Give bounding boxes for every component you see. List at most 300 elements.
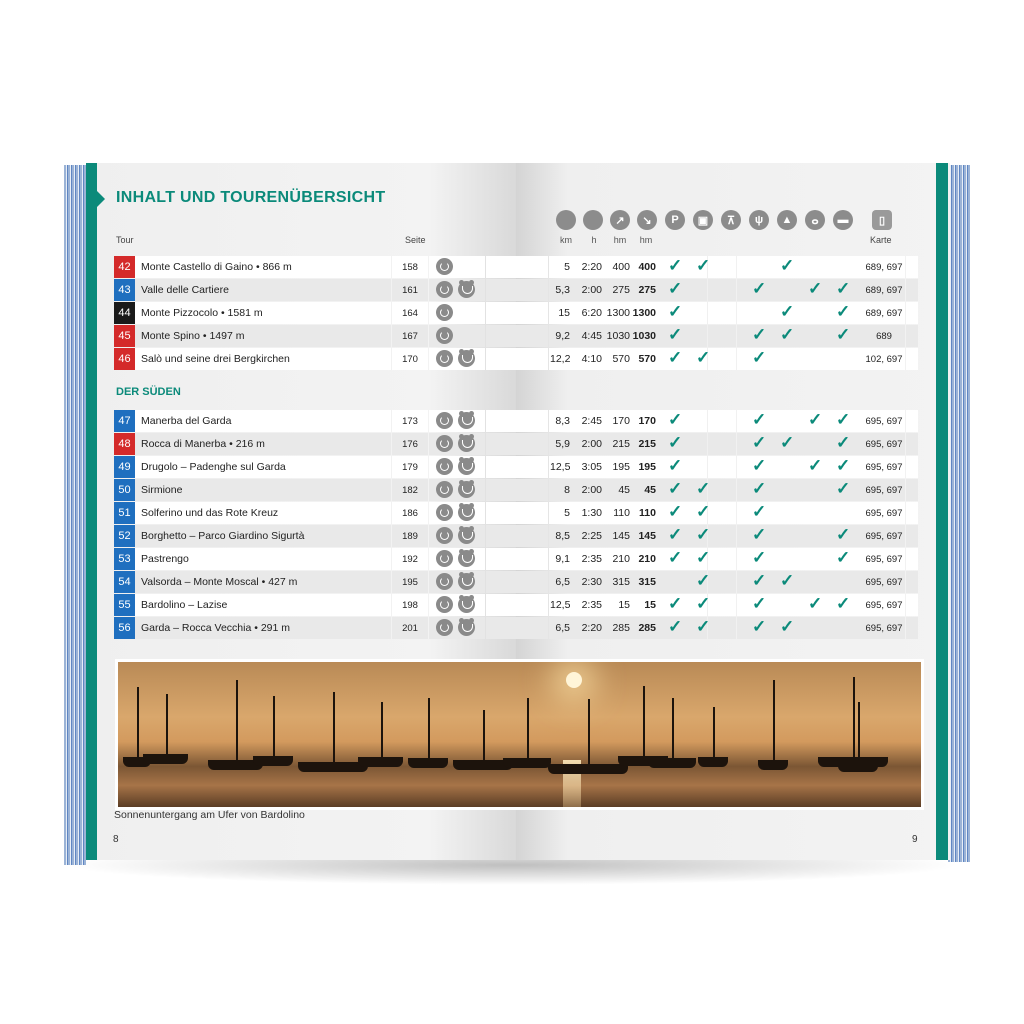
table-cell xyxy=(486,479,548,501)
signpost-icon xyxy=(556,210,576,230)
tour-number-badge: 54 xyxy=(114,571,135,593)
duration-h: 2:25 xyxy=(581,530,602,542)
distance-km: 9,1 xyxy=(555,553,570,565)
table-cell xyxy=(793,571,821,593)
table-cell xyxy=(793,325,821,347)
tour-row xyxy=(114,456,918,478)
tour-name: Bardolino – Lazise xyxy=(141,599,228,611)
page-number-left: 8 xyxy=(113,834,119,845)
check-icon: ✓ xyxy=(836,410,851,429)
difficulty-icon xyxy=(436,619,453,636)
check-icon: ✓ xyxy=(780,256,795,275)
cable-car-icon: ⊼ xyxy=(721,210,741,230)
kids-suitable-icon xyxy=(458,350,475,367)
check-icon: ✓ xyxy=(752,410,767,429)
duration-h: 6:20 xyxy=(581,307,602,319)
section-heading-sueden: DER SÜDEN xyxy=(116,386,181,398)
distance-km: 15 xyxy=(558,307,570,319)
kids-suitable-icon xyxy=(458,573,475,590)
difficulty-icon xyxy=(436,596,453,613)
table-cell xyxy=(486,433,548,455)
sailboat-mast xyxy=(858,702,860,762)
check-icon: ✓ xyxy=(836,302,851,321)
table-cell xyxy=(793,617,821,639)
tour-number-badge: 45 xyxy=(114,325,135,347)
tour-number-badge: 53 xyxy=(114,548,135,570)
difficulty-icon xyxy=(436,350,453,367)
check-icon: ✓ xyxy=(668,279,683,298)
table-cell xyxy=(708,502,736,524)
sailboat-mast xyxy=(643,686,645,756)
kids-suitable-icon xyxy=(458,596,475,613)
distance-km: 8,5 xyxy=(555,530,570,542)
table-cell xyxy=(708,433,736,455)
difficulty-icon xyxy=(436,573,453,590)
tour-number-badge: 55 xyxy=(114,594,135,616)
map-reference: 695, 697 xyxy=(865,485,903,496)
tour-row xyxy=(114,479,918,501)
distance-km: 5,3 xyxy=(555,284,570,296)
map-reference: 695, 697 xyxy=(865,554,903,565)
table-cell xyxy=(793,256,821,278)
tour-number-badge: 44 xyxy=(114,302,135,324)
check-icon: ✓ xyxy=(836,525,851,544)
table-cell xyxy=(708,348,736,370)
table-cell xyxy=(708,617,736,639)
page-number-right: 9 xyxy=(912,834,918,845)
table-cell xyxy=(708,279,736,301)
map-reference: 689 xyxy=(876,331,892,342)
check-icon: ✓ xyxy=(696,571,711,590)
tour-name: Valle delle Cartiere xyxy=(141,284,229,296)
check-icon: ✓ xyxy=(752,548,767,567)
table-cell xyxy=(708,548,736,570)
duration-h: 2:00 xyxy=(581,484,602,496)
tour-name: Pastrengo xyxy=(141,553,189,565)
check-icon: ✓ xyxy=(808,594,823,613)
duration-h: 2:20 xyxy=(581,622,602,634)
table-cell xyxy=(765,410,793,432)
check-icon: ✓ xyxy=(752,571,767,590)
check-icon: ✓ xyxy=(668,617,683,636)
table-cell xyxy=(765,348,793,370)
ascent-hm: 170 xyxy=(612,415,630,427)
ascent-hm: 1300 xyxy=(606,307,630,319)
tour-page: 170 xyxy=(402,354,418,365)
map-reference: 689, 697 xyxy=(865,285,903,296)
sailboat-mast xyxy=(166,694,168,754)
tour-row xyxy=(114,256,918,278)
check-icon: ✓ xyxy=(752,348,767,367)
descent-hm: 170 xyxy=(638,415,656,427)
tour-page: 195 xyxy=(402,577,418,588)
table-cell xyxy=(708,525,736,547)
table-cell xyxy=(486,456,548,478)
check-icon: ✓ xyxy=(752,325,767,344)
check-icon: ✓ xyxy=(668,302,683,321)
duration-h: 4:10 xyxy=(581,353,602,365)
descent-hm: 285 xyxy=(638,622,656,634)
table-cell xyxy=(765,548,793,570)
duration-h: 2:30 xyxy=(581,576,602,588)
difficulty-icon xyxy=(436,527,453,544)
ascent-hm: 275 xyxy=(612,284,630,296)
descent-hm: 195 xyxy=(638,461,656,473)
sailboat-hull xyxy=(503,758,551,768)
check-icon: ✓ xyxy=(696,525,711,544)
distance-km: 12,5 xyxy=(550,461,571,473)
distance-km: 8,3 xyxy=(555,415,570,427)
check-icon: ✓ xyxy=(836,456,851,475)
parking-icon: P xyxy=(665,210,685,230)
check-icon: ✓ xyxy=(668,256,683,275)
ascent-icon: ↗ xyxy=(610,210,630,230)
tour-number-badge: 42 xyxy=(114,256,135,278)
page-edges-left xyxy=(64,165,86,865)
table-cell xyxy=(708,456,736,478)
table-cell xyxy=(486,594,548,616)
table-cell xyxy=(486,502,548,524)
right-accent-stripe xyxy=(936,163,948,860)
descent-hm: 210 xyxy=(638,553,656,565)
tour-page: 182 xyxy=(402,485,418,496)
table-cell xyxy=(765,479,793,501)
check-icon: ✓ xyxy=(668,594,683,613)
sailboat-hull xyxy=(143,754,188,764)
sailboat-mast xyxy=(333,692,335,762)
tour-column-label: Tour xyxy=(116,235,134,245)
check-icon: ✓ xyxy=(780,571,795,590)
seite-column-label: Seite xyxy=(405,235,426,245)
table-cell xyxy=(486,325,548,347)
descent-hm: 110 xyxy=(639,507,656,519)
sun xyxy=(566,672,582,688)
map-reference: 695, 697 xyxy=(865,462,903,473)
map-reference: 695, 697 xyxy=(865,508,903,519)
descent-hm: 15 xyxy=(644,599,656,611)
duration-h: 2:35 xyxy=(581,599,602,611)
tour-page: 198 xyxy=(402,600,418,611)
duration-h: 2:20 xyxy=(581,261,602,273)
check-icon: ✓ xyxy=(752,525,767,544)
check-icon: ✓ xyxy=(836,479,851,498)
lodging-icon: ▬ xyxy=(833,210,853,230)
photo-caption: Sonnenuntergang am Ufer von Bardolino xyxy=(114,809,305,821)
duration-h: 2:00 xyxy=(581,438,602,450)
sailboat-hull xyxy=(698,757,728,767)
tour-number-badge: 48 xyxy=(114,433,135,455)
sailboat-mast xyxy=(713,707,715,757)
tour-page: 189 xyxy=(402,531,418,542)
tour-name: Sirmione xyxy=(141,484,183,496)
table-cell xyxy=(486,525,548,547)
difficulty-icon xyxy=(436,327,453,344)
check-icon: ✓ xyxy=(780,302,795,321)
difficulty-icon xyxy=(436,550,453,567)
check-icon: ✓ xyxy=(836,548,851,567)
table-cell xyxy=(486,571,548,593)
tour-number-badge: 46 xyxy=(114,348,135,370)
table-cell xyxy=(793,433,821,455)
difficulty-icon xyxy=(436,458,453,475)
duration-h: 2:00 xyxy=(581,284,602,296)
kids-suitable-icon xyxy=(458,281,475,298)
tour-page: 176 xyxy=(402,439,418,450)
distance-km: 5,9 xyxy=(555,438,570,450)
table-cell xyxy=(793,525,821,547)
table-cell xyxy=(708,571,736,593)
table-cell xyxy=(793,302,821,324)
distance-km: 8 xyxy=(564,484,570,496)
check-icon: ✓ xyxy=(808,279,823,298)
sailboat-hull xyxy=(838,762,878,772)
table-cell xyxy=(765,525,793,547)
tour-name: Monte Pizzocolo • 1581 m xyxy=(141,307,263,319)
table-cell xyxy=(821,571,849,593)
tour-row xyxy=(114,548,918,570)
ascent-hm: 215 xyxy=(612,438,630,450)
kids-suitable-icon xyxy=(458,435,475,452)
sailboat-mast xyxy=(381,702,383,757)
check-icon: ✓ xyxy=(780,325,795,344)
check-icon: ✓ xyxy=(668,548,683,567)
ascent-hm: 570 xyxy=(612,353,630,365)
check-icon: ✓ xyxy=(668,348,683,367)
difficulty-icon xyxy=(436,258,453,275)
ascent-hm: 400 xyxy=(612,261,630,273)
tour-row xyxy=(114,502,918,524)
table-cell xyxy=(821,256,849,278)
tour-number-badge: 49 xyxy=(114,456,135,478)
kids-suitable-icon xyxy=(458,458,475,475)
check-icon: ✓ xyxy=(668,433,683,452)
table-cell xyxy=(486,548,548,570)
map-reference: 695, 697 xyxy=(865,439,903,450)
sailboat-mast xyxy=(773,680,775,760)
unit-km: km xyxy=(560,235,572,245)
tour-number-badge: 43 xyxy=(114,279,135,301)
ascent-hm: 45 xyxy=(618,484,630,496)
descent-hm: 145 xyxy=(638,530,656,542)
difficulty-icon xyxy=(436,504,453,521)
tour-row xyxy=(114,433,918,455)
tour-row xyxy=(114,279,918,301)
check-icon: ✓ xyxy=(752,502,767,521)
ascent-hm: 210 xyxy=(612,553,630,565)
table-cell xyxy=(486,617,548,639)
tour-number-badge: 52 xyxy=(114,525,135,547)
distance-km: 5 xyxy=(564,507,570,519)
difficulty-icon xyxy=(436,435,453,452)
table-cell xyxy=(793,348,821,370)
unit-h: h xyxy=(591,235,597,245)
tour-name: Valsorda – Monte Moscal • 427 m xyxy=(141,576,298,588)
table-cell xyxy=(737,302,765,324)
kids-suitable-icon xyxy=(458,481,475,498)
map-reference: 695, 697 xyxy=(865,531,903,542)
sailboat-mast xyxy=(137,687,139,757)
clock-icon xyxy=(583,210,603,230)
table-cell xyxy=(765,502,793,524)
table-cell xyxy=(708,410,736,432)
tour-row xyxy=(114,617,918,639)
check-icon: ✓ xyxy=(752,456,767,475)
check-icon: ✓ xyxy=(696,256,711,275)
difficulty-icon xyxy=(436,304,453,321)
table-cell xyxy=(486,410,548,432)
distance-km: 6,5 xyxy=(555,622,570,634)
check-icon: ✓ xyxy=(752,279,767,298)
tour-page: 179 xyxy=(402,462,418,473)
map-reference: 695, 697 xyxy=(865,600,903,611)
sailboat-hull xyxy=(358,757,403,767)
table-cell xyxy=(793,502,821,524)
sailboat-hull xyxy=(548,764,628,774)
tour-name: Garda – Rocca Vecchia • 291 m xyxy=(141,622,291,634)
descent-hm: 1030 xyxy=(632,330,656,342)
check-icon: ✓ xyxy=(668,479,683,498)
check-icon: ✓ xyxy=(696,548,711,567)
bus-icon: ▣ xyxy=(693,210,713,230)
bike-icon: ⴰ xyxy=(805,210,825,230)
table-cell xyxy=(708,256,736,278)
distance-km: 9,2 xyxy=(555,330,570,342)
sailboat-mast xyxy=(428,698,430,758)
table-cell xyxy=(765,279,793,301)
tour-row xyxy=(114,302,918,324)
table-cell xyxy=(821,502,849,524)
page-edges-right xyxy=(948,165,970,862)
check-icon: ✓ xyxy=(752,617,767,636)
check-icon: ✓ xyxy=(752,594,767,613)
check-icon: ✓ xyxy=(836,325,851,344)
descent-hm: 570 xyxy=(638,353,656,365)
table-cell xyxy=(486,302,548,324)
descent-hm: 215 xyxy=(638,438,656,450)
distance-km: 5 xyxy=(564,261,570,273)
map-reference: 695, 697 xyxy=(865,623,903,634)
check-icon: ✓ xyxy=(668,502,683,521)
descent-hm: 45 xyxy=(644,484,656,496)
tour-name: Drugolo – Padenghe sul Garda xyxy=(141,461,286,473)
kids-suitable-icon xyxy=(458,619,475,636)
sailboat-mast xyxy=(853,677,855,757)
descent-hm: 400 xyxy=(638,261,656,273)
sunset-photo xyxy=(115,659,924,810)
table-cell xyxy=(486,256,548,278)
tour-name: Borghetto – Parco Giardino Sigurtà xyxy=(141,530,305,542)
tour-number-badge: 51 xyxy=(114,502,135,524)
tour-page: 161 xyxy=(402,285,418,296)
duration-h: 4:45 xyxy=(581,330,602,342)
tour-name: Monte Castello di Gaino • 866 m xyxy=(141,261,292,273)
tour-row xyxy=(114,325,918,347)
difficulty-icon xyxy=(436,281,453,298)
tour-number-badge: 50 xyxy=(114,479,135,501)
map-reference: 695, 697 xyxy=(865,577,903,588)
tour-page: 192 xyxy=(402,554,418,565)
duration-h: 2:35 xyxy=(581,553,602,565)
difficulty-icon xyxy=(436,481,453,498)
tour-row xyxy=(114,348,918,370)
ascent-hm: 315 xyxy=(612,576,630,588)
sailboat-hull xyxy=(253,756,293,766)
sailboat-mast xyxy=(273,696,275,756)
tour-row xyxy=(114,594,918,616)
ascent-hm: 15 xyxy=(618,599,630,611)
kids-suitable-icon xyxy=(458,550,475,567)
distance-km: 12,2 xyxy=(550,353,571,365)
tour-page: 201 xyxy=(402,623,418,634)
check-icon: ✓ xyxy=(780,617,795,636)
table-cell xyxy=(708,302,736,324)
ascent-hm: 1030 xyxy=(606,330,630,342)
sailboat-mast xyxy=(588,699,590,764)
distance-km: 12,5 xyxy=(550,599,571,611)
descent-hm: 275 xyxy=(638,284,656,296)
descent-hm: 1300 xyxy=(632,307,656,319)
table-cell xyxy=(765,456,793,478)
left-accent-stripe xyxy=(86,163,97,860)
table-cell xyxy=(821,348,849,370)
table-cell xyxy=(486,279,548,301)
tour-name: Rocca di Manerba • 216 m xyxy=(141,438,265,450)
tour-name: Monte Spino • 1497 m xyxy=(141,330,245,342)
table-cell xyxy=(708,325,736,347)
sailboat-mast xyxy=(527,698,529,758)
sailboat-mast xyxy=(483,710,485,760)
page-title: INHALT UND TOURENÜBERSICHT xyxy=(116,189,386,206)
check-icon: ✓ xyxy=(752,433,767,452)
check-icon: ✓ xyxy=(696,594,711,613)
check-icon: ✓ xyxy=(752,479,767,498)
ascent-hm: 145 xyxy=(612,530,630,542)
tour-row xyxy=(114,410,918,432)
tour-number-badge: 56 xyxy=(114,617,135,639)
check-icon: ✓ xyxy=(836,433,851,452)
descent-hm: 315 xyxy=(638,576,656,588)
check-icon: ✓ xyxy=(696,617,711,636)
check-icon: ✓ xyxy=(696,479,711,498)
map-icon: ▯ xyxy=(872,210,892,230)
sailboat-hull xyxy=(648,758,696,768)
check-icon: ✓ xyxy=(668,525,683,544)
table-cell xyxy=(737,256,765,278)
tour-name: Manerba del Garda xyxy=(141,415,232,427)
tour-page: 164 xyxy=(402,308,418,319)
tour-page: 186 xyxy=(402,508,418,519)
check-icon: ✓ xyxy=(668,456,683,475)
duration-h: 1:30 xyxy=(581,507,602,519)
map-reference: 689, 697 xyxy=(865,262,903,273)
distance-km: 6,5 xyxy=(555,576,570,588)
title-marker-icon xyxy=(97,191,105,207)
kids-suitable-icon xyxy=(458,527,475,544)
table-cell xyxy=(793,479,821,501)
sailboat-hull xyxy=(408,758,448,768)
check-icon: ✓ xyxy=(696,502,711,521)
sailboat-mast xyxy=(236,680,238,760)
sailboat-hull xyxy=(758,760,788,770)
table-cell xyxy=(486,348,548,370)
table-cell xyxy=(708,479,736,501)
check-icon: ✓ xyxy=(696,348,711,367)
table-cell xyxy=(793,548,821,570)
check-icon: ✓ xyxy=(836,594,851,613)
table-cell xyxy=(708,594,736,616)
descent-icon: ↘ xyxy=(637,210,657,230)
map-reference: 689, 697 xyxy=(865,308,903,319)
